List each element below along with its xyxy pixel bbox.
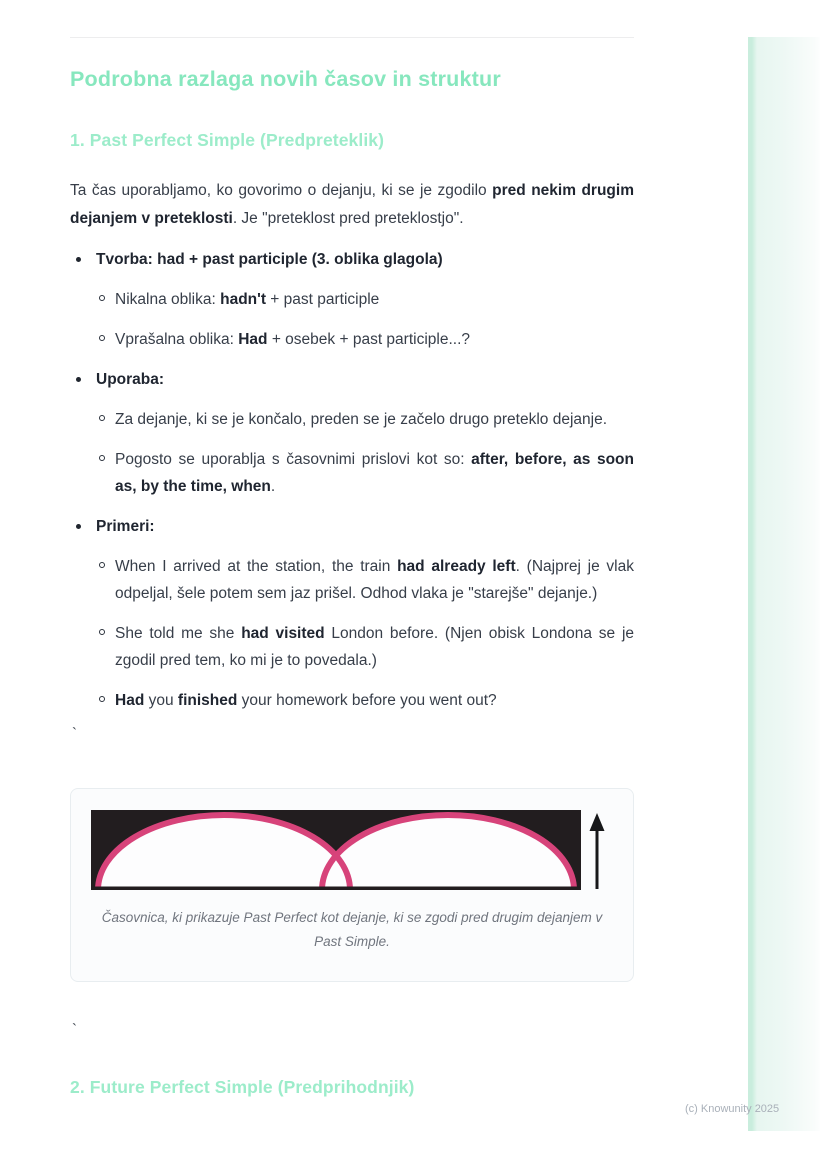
circle-marker	[99, 406, 115, 433]
list-item-uporaba-2	[70, 446, 634, 500]
page-edge-strip	[748, 37, 820, 1131]
tvorba-bold: Tvorba: had + past participle (3. oblika glagola)	[96, 251, 443, 268]
copyright-footer: (c) Knowunity 2025	[685, 1103, 780, 1115]
stray-backtick-1: `	[72, 725, 77, 742]
section-2-heading: 2. Future Perfect Simple (Predprihodnjik)	[70, 1077, 415, 1097]
uporaba-bold: Uporaba:	[96, 371, 165, 388]
circle-marker	[99, 687, 115, 714]
list-item-tvorba	[70, 246, 634, 273]
list-item-text: When I arrived at the station, the train had already left. (Najprej je vlak odpeljal, šele potem sem jaz prišel. Odhod vlaka je "starejše" dejanje.)	[115, 558, 634, 602]
circle-marker	[99, 446, 115, 500]
timeline-image	[91, 810, 613, 892]
intro-text-bold: pred nekim drugim dejanjem v preteklosti	[70, 182, 634, 227]
list-item-primer-2	[70, 620, 634, 674]
list-item-vprasalna	[70, 326, 634, 353]
list-item-text: Vprašalna oblika: Had + osebek + past participle...?	[115, 331, 470, 348]
figure-caption: Časovnica, ki prikazuje Past Perfect kot dejanje, ki se zgodi pred drugim dejanjem v Past Simple.	[101, 910, 603, 949]
bullet-marker	[76, 366, 96, 393]
bullet-list	[70, 246, 634, 714]
list-item-text	[96, 513, 634, 540]
list-item-uporaba	[70, 366, 634, 393]
primeri-bold: Primeri:	[96, 518, 155, 535]
list-item-text: Nikalna oblika: hadn't + past participle	[115, 291, 380, 308]
list-item-primer-3	[70, 687, 634, 714]
list-item-text: Pogosto se uporablja s časovnimi prislovi kot so: after, before, as soon as, by the time, when.	[115, 451, 634, 495]
list-item-primer-1	[70, 553, 634, 607]
list-item-uporaba-1	[70, 406, 634, 433]
up-arrow-head	[590, 813, 605, 831]
intro-text-regular-2: . Je "preteklost pred preteklostjo".	[232, 210, 464, 227]
circle-marker	[99, 286, 115, 313]
list-item-nikalna	[70, 286, 634, 313]
timeline-figure-card	[70, 788, 634, 982]
intro-text-regular: Ta čas uporabljamo, ko govorimo o dejanju, ki se je zgodilo	[70, 182, 493, 199]
top-divider	[70, 37, 634, 38]
circle-marker	[99, 553, 115, 607]
circle-marker	[99, 620, 115, 674]
document-page	[70, 0, 634, 1099]
stray-backtick-2: `	[72, 1021, 77, 1038]
intro-paragraph	[70, 177, 634, 233]
circle-marker	[99, 326, 115, 353]
bullet-marker	[76, 513, 96, 540]
list-item-text: Had you finished your homework before you went out?	[115, 692, 497, 709]
list-item-text: She told me she had visited London before. (Njen obisk Londona se je zgodil pred tem, ko mi je to povedala.)	[115, 625, 635, 669]
list-item-primeri	[70, 513, 634, 540]
list-item-text	[96, 246, 634, 273]
page-title: Podrobna razlaga novih časov in struktur	[70, 67, 501, 91]
list-item-text: Za dejanje, ki se je končalo, preden se je začelo drugo preteklo dejanje.	[115, 411, 608, 428]
list-item-text	[96, 366, 634, 393]
bullet-marker	[76, 246, 96, 273]
section-1-heading: 1. Past Perfect Simple (Predpreteklik)	[70, 130, 385, 150]
